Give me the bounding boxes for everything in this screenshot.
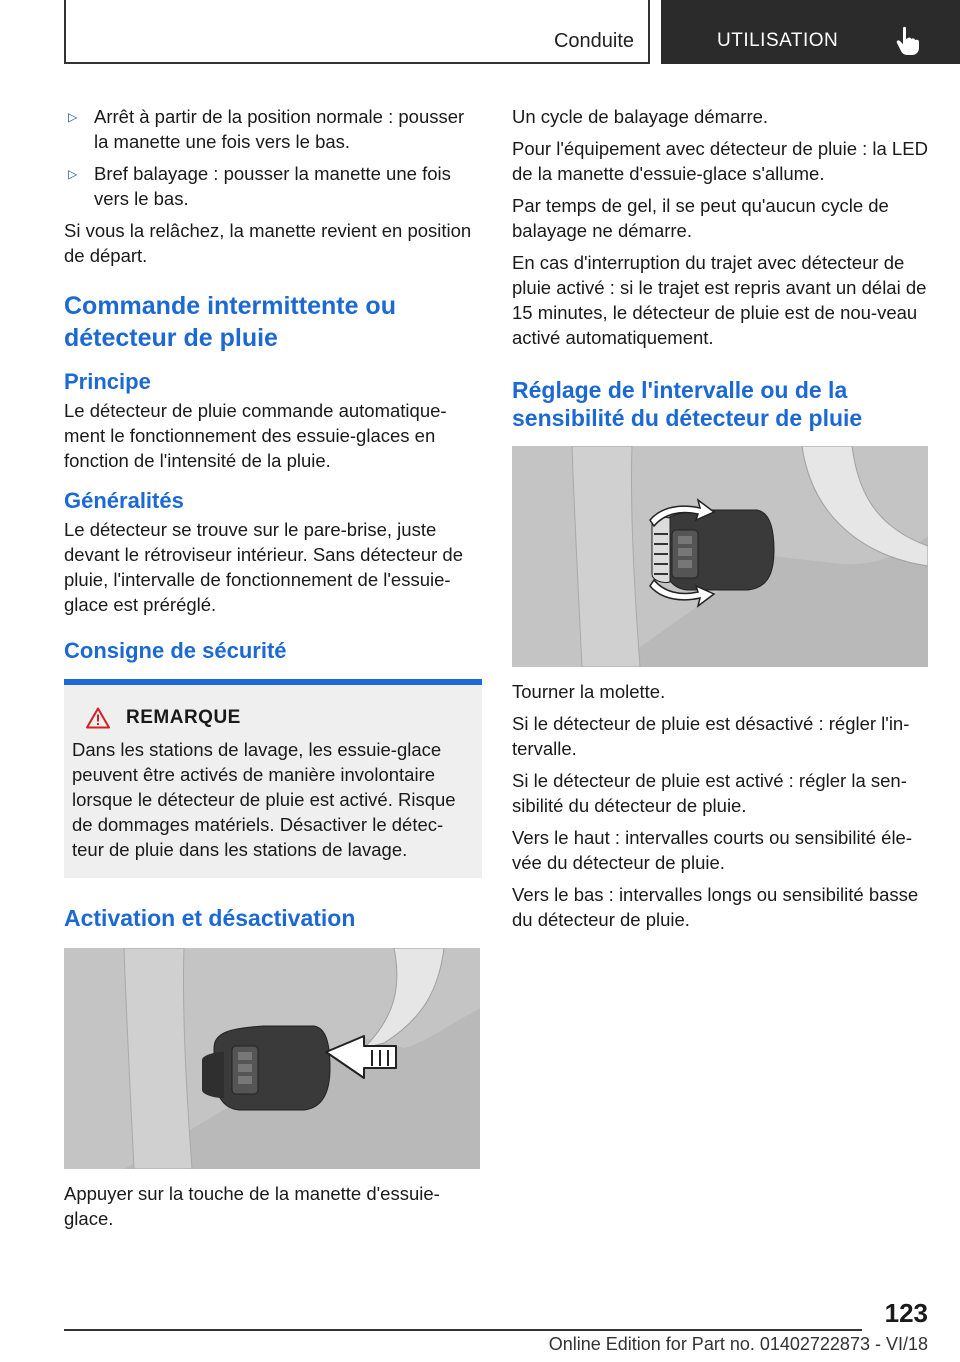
hand-pointer-icon [895, 26, 921, 56]
wipe-cycle-paragraph: Un cycle de balayage démarre. [512, 106, 769, 127]
list-item [64, 104, 482, 154]
subheading-general: Généralités [64, 488, 184, 513]
sensitivity-paragraph: Si le détecteur de pluie est activé : régler la sen-sibilité du détecteur de pluie. [512, 770, 907, 816]
header-chapter-title: UTILISATION [717, 30, 839, 51]
warning-triangle-icon [86, 707, 110, 729]
interruption-paragraph: En cas d'interruption du trajet avec détecteur de pluie activé : si le trajet est repris avant un délai de 15 minutes, le détecteur de pluie est de nou-veau activé automatiquement. [512, 252, 927, 348]
section-heading-interval: Réglage de l'intervalle ou de la sensibilité du détecteur de pluie [512, 377, 863, 431]
wiper-stalk-button-illustration [64, 948, 480, 1169]
wiper-thumbwheel-illustration [512, 446, 928, 667]
note-text: Dans les stations de lavage, les essuie-glace peuvent être activés de manière involontaire lorsque le détecteur de pluie est activé. Risque de dommages matériels. Désactiver le détec-teur de pluie dans les stations de lavage. [72, 739, 456, 860]
led-paragraph: Pour l'équipement avec détecteur de pluie : la LED de la manette d'essuie-glace s'allume. [512, 138, 928, 184]
note-title: REMARQUE [126, 707, 241, 728]
subheading-safety: Consigne de sécurité [64, 638, 287, 663]
footer-divider [64, 1329, 862, 1331]
page-number: 123 [884, 1298, 928, 1328]
section-heading-intermittent: Commande intermittente ou détecteur de pluie [64, 292, 396, 352]
right-column [512, 104, 928, 939]
interval-paragraph: Si le détecteur de pluie est désactivé : régler l'in-tervalle. [512, 713, 910, 759]
triangle-bullet-icon: ▷ [68, 167, 78, 181]
upward-paragraph: Vers le haut : intervalles courts ou sensibilité éle-vée du détecteur de pluie. [512, 827, 913, 873]
principle-paragraph: Le détecteur de pluie commande automatique-ment le fonctionnement des essuie-glaces en fonction de l'intensité de la pluie. [64, 400, 447, 471]
activation-caption: Appuyer sur la touche de la manette d'essuie-glace. [64, 1183, 440, 1229]
bullet-text: Bref balayage : pousser la manette une fois vers le bas. [94, 163, 451, 209]
footer-edition: Online Edition for Part no. 01402722873 - VI/18 [548, 1334, 928, 1354]
header-section-title: Conduite [553, 30, 634, 52]
header-section-box [64, 0, 650, 64]
downward-paragraph: Vers le bas : intervalles longs ou sensibilité basse du détecteur de pluie. [512, 884, 919, 930]
list-item [64, 161, 482, 211]
turn-wheel-paragraph: Tourner la molette. [512, 681, 666, 702]
frost-paragraph: Par temps de gel, il se peut qu'aucun cycle de balayage ne démarre. [512, 195, 889, 241]
warning-note-box [64, 679, 482, 878]
note-header [72, 707, 474, 729]
left-column [64, 104, 482, 1238]
release-paragraph: Si vous la relâchez, la manette revient en position de départ. [64, 220, 472, 266]
triangle-bullet-icon: ▷ [68, 110, 78, 124]
general-paragraph: Le détecteur se trouve sur le pare-brise, juste devant le rétroviseur intérieur. Sans détecteur de pluie, l'intervalle de fonctionnement de l'essuie-glace est préréglé. [64, 519, 464, 615]
section-heading-activation: Activation et désactivation [64, 905, 356, 931]
header-chapter-box [661, 0, 960, 64]
subheading-principle: Principe [64, 369, 151, 394]
bullet-text: Arrêt à partir de la position normale : pousser la manette une fois vers le bas. [94, 106, 465, 152]
